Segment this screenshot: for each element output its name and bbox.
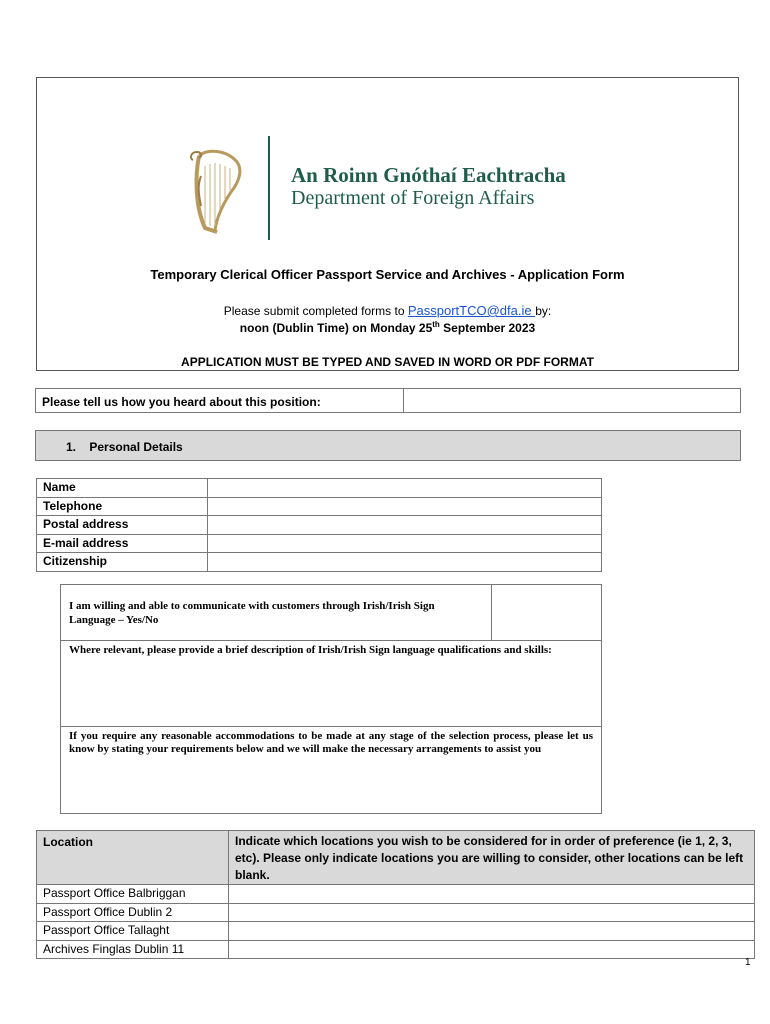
table-row xyxy=(36,478,602,498)
location-table-header xyxy=(37,831,754,885)
location-tallaght-preference-field[interactable] xyxy=(229,922,754,940)
language-qualifications-field[interactable] xyxy=(61,641,601,727)
deadline xyxy=(36,320,739,335)
heard-about-field[interactable] xyxy=(404,389,740,412)
logo-divider xyxy=(268,136,270,240)
location-dublin2-label: Passport Office Dublin 2 xyxy=(37,904,229,922)
location-balbriggan-preference-field[interactable] xyxy=(229,885,754,903)
deadline-ordinal: th xyxy=(432,320,440,329)
table-row xyxy=(37,922,754,941)
table-row xyxy=(36,498,602,517)
typed-format-notice: APPLICATION MUST BE TYPED AND SAVED IN WORD OR PDF FORMAT xyxy=(181,355,594,369)
language-accommodations-box xyxy=(60,584,602,814)
citizenship-field[interactable] xyxy=(208,553,601,571)
table-row xyxy=(37,904,754,923)
location-tallaght-label: Passport Office Tallaght xyxy=(37,922,229,940)
postal-address-field[interactable] xyxy=(208,516,601,534)
telephone-field[interactable] xyxy=(208,498,601,516)
location-balbriggan-label: Passport Office Balbriggan xyxy=(37,885,229,903)
table-row xyxy=(36,516,602,535)
submit-prefix: Please submit completed forms to xyxy=(223,304,408,318)
submit-email-link[interactable]: PassportTCO@dfa.ie xyxy=(407,303,536,318)
table-row xyxy=(36,535,602,554)
location-column-header: Location xyxy=(37,831,229,884)
table-row xyxy=(36,553,602,572)
form-title: Temporary Clerical Officer Passport Service and Archives - Application Form xyxy=(150,267,625,282)
department-name-irish: An Roinn Gnóthaí Eachtracha xyxy=(291,163,566,187)
email-address-label: E-mail address xyxy=(37,535,208,553)
table-row xyxy=(37,941,754,959)
page-number: 1 xyxy=(745,957,751,968)
location-dublin2-preference-field[interactable] xyxy=(229,904,754,922)
heard-about-row xyxy=(35,388,741,413)
department-name-english: Department of Foreign Affairs xyxy=(291,187,535,209)
personal-details-table xyxy=(36,478,602,572)
section-personal-details-header: 1. Personal Details xyxy=(35,430,741,461)
location-preference-table xyxy=(36,830,755,959)
preference-column-header: Indicate which locations you wish to be considered for in order of preference (ie 1, 2, 3, etc). Please only indicate locations you are willing to consider, other locations can be left blank. xyxy=(235,834,744,882)
harp-emblem-icon xyxy=(187,146,247,236)
location-finglas-preference-field[interactable] xyxy=(229,941,754,959)
language-qualifications-prompt: Where relevant, please provide a brief description of Irish/Irish Sign language qualifications and skills: xyxy=(69,644,552,656)
name-field[interactable] xyxy=(208,479,601,497)
telephone-label: Telephone xyxy=(37,498,208,516)
deadline-prefix: noon (Dublin Time) on Monday 25 xyxy=(239,321,433,335)
deadline-suffix: September 2023 xyxy=(439,321,536,335)
submit-instructions xyxy=(36,303,739,318)
heard-about-label: Please tell us how you heard about this position: xyxy=(36,389,404,412)
table-row xyxy=(37,885,754,904)
submit-suffix: by: xyxy=(535,304,552,318)
irish-sign-language-question: I am willing and able to communicate with customers through Irish/Irish Sign Language – Yes/No xyxy=(61,585,492,641)
citizenship-label: Citizenship xyxy=(37,553,208,571)
location-finglas-label: Archives Finglas Dublin 11 xyxy=(37,941,229,959)
reasonable-accommodations-prompt: If you require any reasonable accommodations to be made at any stage of the selection process, please let us know by stating your requirements below and we will make the necessary arrangements to assist you xyxy=(69,730,593,755)
irish-sign-language-answer-field[interactable] xyxy=(492,585,601,641)
email-address-field[interactable] xyxy=(208,535,601,553)
reasonable-accommodations-field[interactable] xyxy=(61,727,601,813)
name-label: Name xyxy=(37,479,208,497)
postal-address-label: Postal address xyxy=(37,516,208,534)
